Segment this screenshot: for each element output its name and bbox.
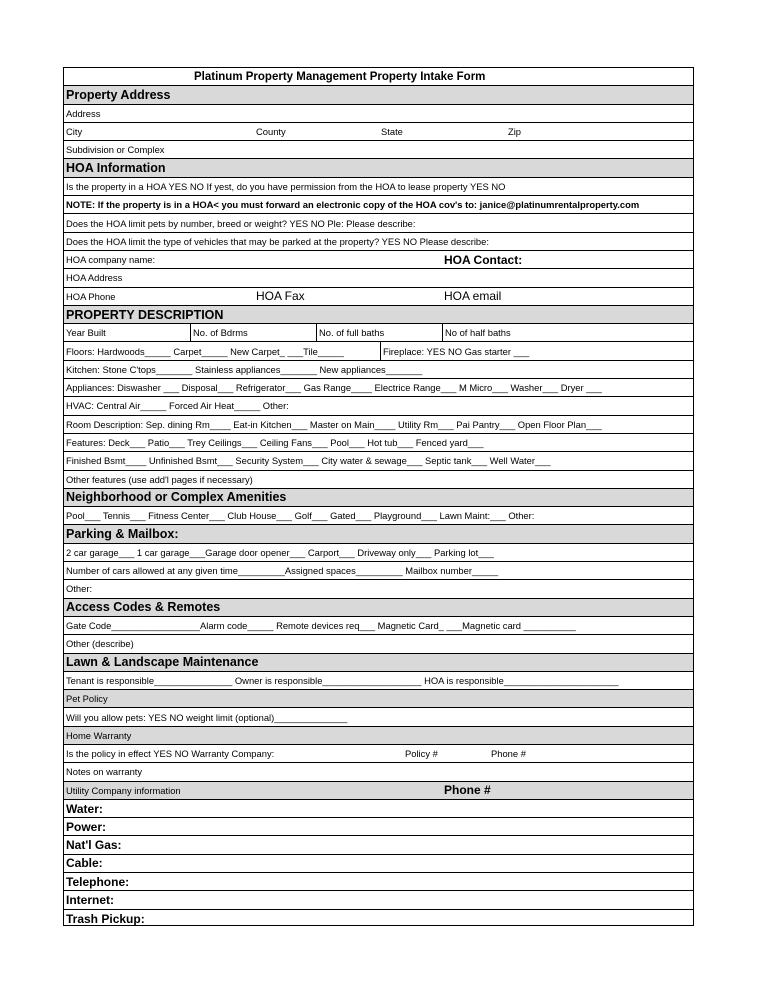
- warranty-phone-label: Phone #: [491, 748, 526, 760]
- parking-options-field[interactable]: 2 car garage___ 1 car garage___Garage door opener___ Carport___ Driveway only___ Parking lot___: [64, 544, 693, 562]
- hoa-phone-fax-email-row[interactable]: [64, 288, 693, 306]
- section-parking-mailbox: Parking & Mailbox:: [64, 525, 693, 543]
- property-intake-form: [63, 67, 694, 926]
- parking-other-field[interactable]: Other:: [64, 580, 693, 598]
- utility-water-field[interactable]: Water:: [64, 800, 693, 818]
- features-field[interactable]: Features: Deck___ Patio___ Trey Ceilings___ Ceiling Fans___ Pool___ Hot tub___ Fenced yard___: [64, 434, 693, 452]
- hoa-email-label: HOA email: [444, 289, 502, 304]
- kitchen-field[interactable]: Kitchen: Stone C'tops_______ Stainless appliances_______ New appliances_______: [64, 361, 693, 379]
- floors-field[interactable]: Floors: Hardwoods_____ Carpet_____ New Carpet_ ___Tile_____: [66, 345, 344, 357]
- access-codes-field[interactable]: Gate Code_________________Alarm code_____ Remote devices req___ Magnetic Card_ ___Magnetic card __________: [64, 617, 693, 635]
- access-other-field[interactable]: Other (describe): [64, 635, 693, 653]
- warranty-notes-field[interactable]: Notes on warranty: [64, 763, 693, 781]
- utility-trash-field[interactable]: Trash Pickup:: [66, 911, 145, 926]
- section-home-warranty: Home Warranty: [64, 727, 693, 745]
- address-field[interactable]: Address: [64, 105, 693, 123]
- warranty-company-label: Is the policy in effect YES NO Warranty Company:: [66, 748, 275, 760]
- hoa-company-row[interactable]: [64, 251, 693, 269]
- section-property-description: PROPERTY DESCRIPTION: [64, 306, 693, 324]
- hoa-question-in-hoa[interactable]: Is the property in a HOA YES NO If yest, do you have permission from the HOA to lease property YES NO: [64, 178, 693, 196]
- hoa-question-vehicles[interactable]: Does the HOA limit the type of vehicles that may be parked at the property? YES NO Please describe:: [64, 233, 693, 251]
- room-description-field[interactable]: Room Description: Sep. dining Rm____ Eat-in Kitchen___ Master on Main____ Utility Rm___ Pai Pantry___ Open Floor Plan___: [64, 416, 693, 434]
- policy-number-label: Policy #: [405, 748, 438, 760]
- cars-mailbox-field[interactable]: Number of cars allowed at any given time_________Assigned spaces_________ Mailbox number_____: [64, 562, 693, 580]
- section-hoa-information: HOA Information: [64, 159, 693, 177]
- half-baths-field[interactable]: No of half baths: [442, 324, 693, 341]
- section-utilities: [64, 782, 693, 800]
- floors-fireplace-row: [64, 342, 693, 360]
- hoa-question-pets[interactable]: Does the HOA limit pets by number, breed or weight? YES NO Ple: Please describe:: [64, 214, 693, 232]
- hoa-phone-label: HOA Phone: [66, 290, 116, 302]
- hoa-company-name-label: HOA company name:: [66, 254, 156, 266]
- amenities-field[interactable]: Pool___ Tennis___ Fitness Center___ Club House___ Golf___ Gated___ Playground___ Lawn Maint:___ Other:: [64, 507, 693, 525]
- section-amenities: Neighborhood or Complex Amenities: [64, 489, 693, 507]
- hoa-address-field[interactable]: HOA Address: [64, 269, 693, 287]
- state-label: State: [381, 126, 403, 138]
- basement-field[interactable]: Finished Bsmt____ Unfinished Bsmt___ Security System___ City water & sewage___ Septic tank___ Well Water___: [64, 452, 693, 470]
- bedrooms-field[interactable]: No. of Bdrms: [190, 324, 316, 341]
- utility-internet-field[interactable]: Internet:: [64, 891, 693, 909]
- section-pet-policy: Pet Policy: [64, 690, 693, 708]
- section-access-codes: Access Codes & Remotes: [64, 599, 693, 617]
- city-county-state-zip-row[interactable]: [64, 123, 693, 141]
- property-basics-row: [64, 324, 693, 342]
- appliances-field[interactable]: Appliances: Diswasher ___ Disposal___ Refrigerator___ Gas Range____ Electrice Range___ M Micro___ Washer___ Dryer ___: [64, 379, 693, 397]
- hvac-field[interactable]: HVAC: Central Air_____ Forced Air Heat_____ Other:: [64, 397, 693, 415]
- utility-power-field[interactable]: Power:: [64, 818, 693, 836]
- year-built-field[interactable]: Year Built: [66, 327, 106, 339]
- city-label: City: [66, 126, 83, 138]
- section-lawn-maintenance: Lawn & Landscape Maintenance: [64, 654, 693, 672]
- other-features-field[interactable]: Other features (use add'l pages if necessary): [64, 471, 693, 489]
- hoa-note: NOTE: If the property is in a HOA< you must forward an electronic copy of the HOA cov's to: janice@platinumrentalproperty.com: [64, 196, 693, 214]
- pet-policy-field[interactable]: Will you allow pets: YES NO weight limit (optional)______________: [64, 708, 693, 726]
- utility-cable-field[interactable]: Cable:: [64, 855, 693, 873]
- utility-gas-field[interactable]: Nat'l Gas:: [64, 836, 693, 854]
- county-label: County: [256, 126, 286, 138]
- utilities-heading: Utility Company information: [66, 784, 181, 796]
- subdivision-field[interactable]: Subdivision or Complex: [64, 141, 693, 159]
- form-title: Platinum Property Management Property Intake Form: [64, 68, 693, 86]
- zip-label: Zip: [508, 126, 522, 138]
- full-baths-field[interactable]: No. of full baths: [316, 324, 442, 341]
- lawn-responsibility-field[interactable]: Tenant is responsible_______________ Owner is responsible___________________ HOA is responsible______________________: [64, 672, 693, 690]
- hoa-fax-label: HOA Fax: [256, 289, 305, 304]
- warranty-policy-row[interactable]: [64, 745, 693, 763]
- section-property-address: Property Address: [64, 86, 693, 104]
- utility-telephone-field[interactable]: Telephone:: [64, 873, 693, 891]
- fireplace-field[interactable]: Fireplace: YES NO Gas starter ___: [380, 342, 693, 359]
- hoa-contact-label: HOA Contact:: [444, 252, 523, 267]
- utilities-phone-header: Phone #: [444, 783, 491, 798]
